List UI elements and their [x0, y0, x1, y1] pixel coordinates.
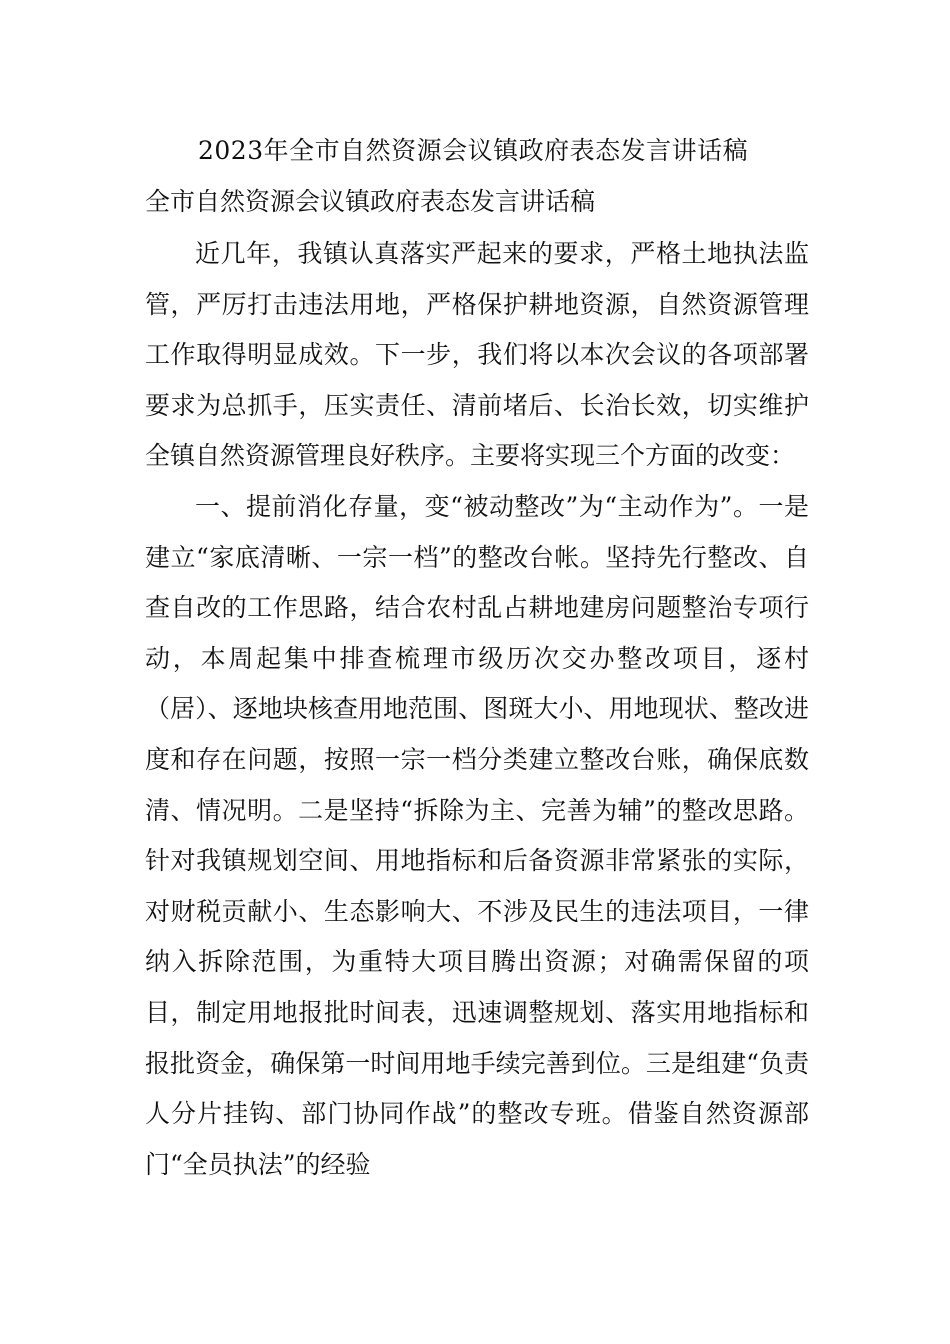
- paragraph-section-one: 一、提前消化存量，变“被动整改”为“主动作为”。一是建立“家底清晰、一宗一档”的整改台帐。坚持先行整改、自查自改的工作思路，结合农村乱占耕地建房问题整治专项行动，本周起集中排查梳理市级历次交办整改项目，逐村（居）、逐地块核查用地范围、图斑大小、用地现状、整改进度和存在问题，按照一宗一档分类建立整改台账，确保底数清、情况明。二是坚持“拆除为主、完善为辅”的整改思路。针对我镇规划空间、用地指标和后备资源非常紧张的实际，对财税贡献小、生态影响大、不涉及民生的违法项目，一律纳入拆除范围，为重特大项目腾出资源；对确需保留的项目，制定用地报批时间表，迅速调整规划、落实用地指标和报批资金，确保第一时间用地手续完善到位。三是组建“负责人分片挂钩、部门协同作战”的整改专班。借鉴自然资源部门“全员执法”的经验: [145, 491, 810, 1179]
- document-body: [145, 229, 809, 1190]
- document-subtitle: 全市自然资源会议镇政府表态发言讲话稿: [145, 187, 596, 216]
- paragraph-intro: 近几年，我镇认真落实严起来的要求，严格土地执法监管，严厉打击违法用地，严格保护耕地资源，自然资源管理工作取得明显成效。下一步，我们将以本次会议的各项部署要求为总抓手，压实责任、清前堵后、长治长效，切实维护全镇自然资源管理良好秩序。主要将实现三个方面的改变：: [145, 239, 809, 471]
- document-title: 2023年全市自然资源会议镇政府表态发言讲话稿: [198, 136, 749, 165]
